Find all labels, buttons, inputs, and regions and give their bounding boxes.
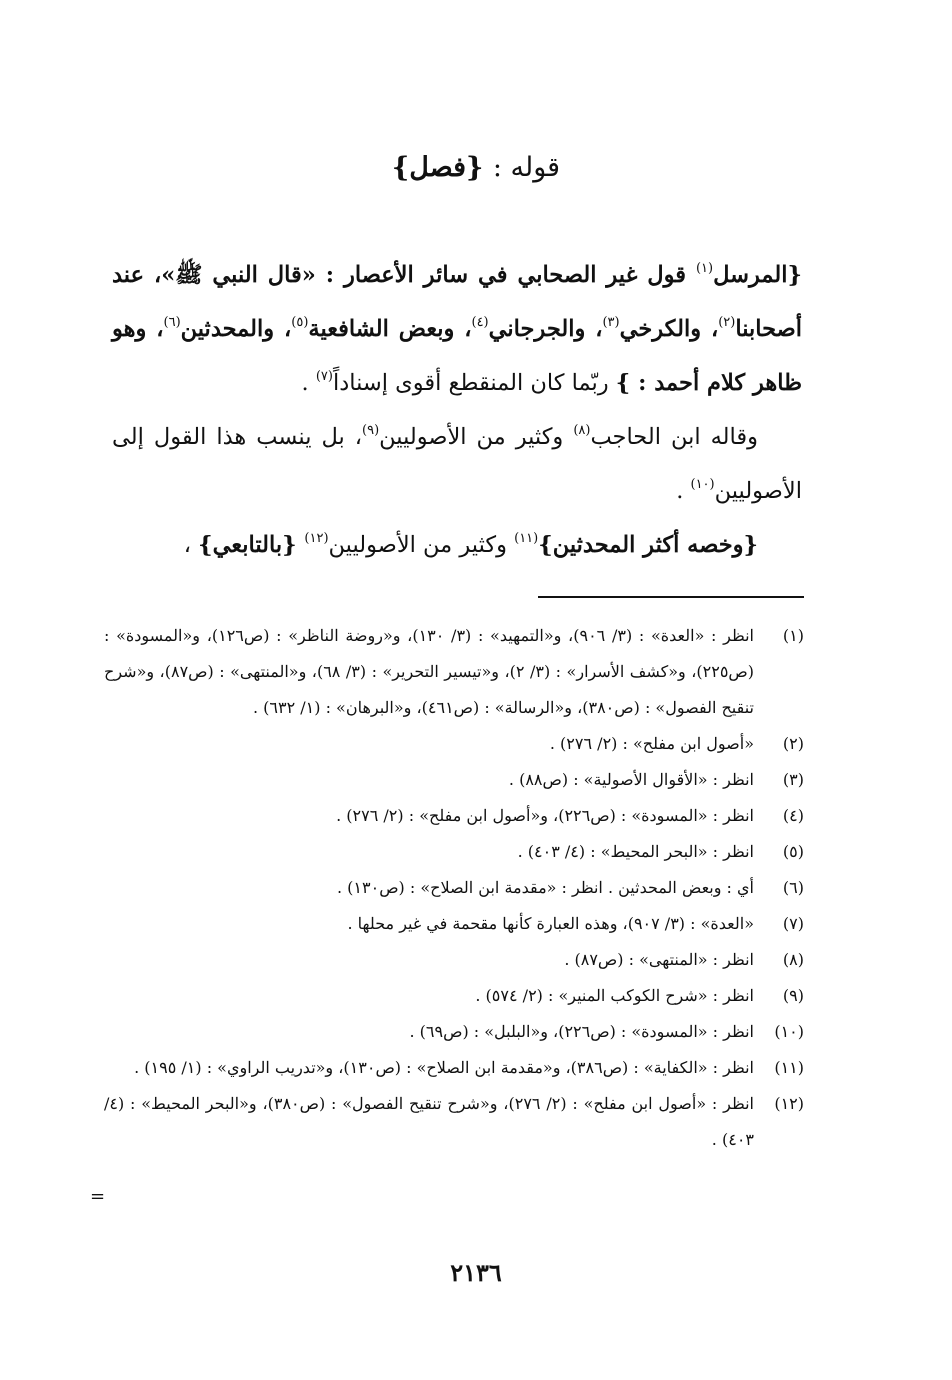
footnote-ref: (٨) — [573, 423, 591, 438]
text-segment: {بالتابعي} — [198, 532, 305, 558]
footnote-text: «أصول ابن مفلح» : (٢/ ٢٧٦) . — [549, 734, 754, 753]
footnote-item — [104, 798, 804, 834]
text-segment: ، وبعض الشافعية — [308, 316, 472, 342]
footnote-item — [104, 978, 804, 1014]
text-segment: ، بل ينسب هذا القول إلى الأصوليين — [112, 424, 802, 504]
footnote-number: (٩) — [782, 986, 804, 1005]
heading-label: قوله : — [492, 152, 561, 183]
footnote-ref: (١٠) — [690, 477, 715, 492]
text-segment: وقاله ابن الحاجب — [590, 424, 758, 450]
footnote-text: انظر : «المسودة» : (ص٢٢٦)، و«البلبل» : (ص٦٩) . — [409, 1022, 754, 1041]
footnote-divider — [538, 596, 804, 598]
footnote-text: انظر : «الأقوال الأصولية» : (ص٨٨) . — [508, 770, 754, 789]
text-segment: ، والكرخي — [619, 316, 719, 342]
footnote-number: (٥) — [782, 842, 804, 861]
footnote-ref: (٧) — [315, 369, 333, 384]
footnote-ref: (١٢) — [304, 531, 329, 546]
footnote-number: (٧) — [782, 914, 804, 933]
footnote-text: انظر : «المسودة» : (ص٢٢٦)، و«أصول ابن مفلح» : (٢/ ٢٧٦) . — [336, 806, 754, 825]
footnote-ref: (٢) — [718, 315, 736, 330]
text-segment: ، وهو ظاهر كلام أحمد : } — [112, 316, 802, 396]
footnote-item — [104, 834, 804, 870]
footnote-item — [104, 618, 804, 726]
text-segment: ، — [183, 532, 199, 558]
paragraph-3 — [112, 518, 802, 572]
footnote-number: (١٢) — [774, 1094, 804, 1113]
footnote-item — [104, 942, 804, 978]
footnotes — [104, 618, 804, 1158]
continuation-mark: = — [90, 1186, 106, 1207]
footnote-text: انظر : «المنتهى» : (ص٨٧) . — [564, 950, 754, 969]
footnote-ref: (٩) — [362, 423, 380, 438]
paragraph-2 — [112, 410, 802, 518]
footnote-ref: (٤) — [471, 315, 489, 330]
footnote-text: انظر : «أصول ابن مفلح» : (٢/ ٢٧٦)، و«شرح تنقيح الفصول» : (ص٣٨٠)، و«البحر المحيط» : (٤/ ٤٠٣) . — [104, 1094, 754, 1149]
footnote-ref: (١) — [695, 261, 714, 276]
footnote-text: انظر : «الكفاية» : (ص٣٨٦)، و«مقدمة ابن الصلاح» : (ص١٣٠)، و«تدريب الراوي» : (١/ ١٩٥) . — [134, 1058, 754, 1077]
heading-title: {فصل} — [391, 152, 484, 183]
footnote-text: انظر : «شرح الكوكب المنير» : (٢/ ٥٧٤) . — [475, 986, 754, 1005]
footnote-number: (٢) — [782, 734, 804, 753]
footnote-number: (٨) — [782, 950, 804, 969]
text-segment: وكثير من الأصوليين — [328, 532, 515, 558]
footnote-item — [104, 906, 804, 942]
footnote-text: «العدة» : (٣/ ٩٠٧)، وهذه العبارة كأنها مقحمة في غير محلها . — [347, 914, 754, 933]
footnote-number: (٣) — [782, 770, 804, 789]
footnote-item — [104, 870, 804, 906]
main-text — [112, 248, 802, 572]
footnote-number: (٦) — [782, 878, 804, 897]
footnote-ref: (١١) — [514, 531, 539, 546]
footnote-number: (١١) — [774, 1058, 804, 1077]
footnote-item — [104, 726, 804, 762]
footnote-text: انظر : «العدة» : (٣/ ٩٠٦)، و«التمهيد» : (٣/ ١٣٠)، و«روضة الناظر» : (ص١٢٦)، و«المسودة» : (ص٢٢٥)، و«كشف الأسرار» : (٣/ ٢)، و«تيسير التحرير» : (٣/ ٦٨)، و«المنتهى» : (ص٨٧)، و«شرح تنقيح الفصول» : (ص٣٨٠)، و«الرسالة» : (ص٤٦١)، و«البرهان» : (١/ ٦٣٢) . — [104, 626, 755, 717]
footnote-item — [104, 1086, 804, 1158]
footnote-item — [104, 1050, 804, 1086]
footnote-ref: (٦) — [163, 315, 181, 330]
text-segment: قول غير الصحابي في سائر الأعصار : «قال النبي ﷺ»، عند أصحابنا — [112, 262, 802, 342]
text-segment: ، والجرجاني — [488, 316, 603, 342]
footnote-number: (٤) — [782, 806, 804, 825]
text-segment: . — [301, 370, 316, 396]
text-segment: . — [676, 478, 691, 504]
text-segment: ، والمحدثين — [180, 316, 292, 342]
section-heading — [0, 152, 952, 183]
footnote-ref: (٥) — [291, 315, 309, 330]
text-segment: {وخصه أكثر المحدثين} — [538, 532, 758, 558]
page-number: ٢١٣٦ — [450, 1258, 502, 1287]
footnote-ref: (٣) — [602, 315, 620, 330]
footnote-number: (١) — [782, 626, 804, 645]
footnote-number: (١٠) — [774, 1022, 804, 1041]
text-segment: ربّما كان المنقطع أقوى إسناداً — [332, 370, 616, 396]
footnote-text: أي : وبعض المحدثين . انظر : «مقدمة ابن الصلاح» : (ص١٣٠) . — [336, 878, 754, 897]
text-segment: وكثير من الأصوليين — [379, 424, 574, 450]
text-segment: {المرسل — [713, 262, 802, 288]
footnote-item — [104, 762, 804, 798]
paragraph-1 — [112, 248, 802, 410]
footnote-text: انظر : «البحر المحيط» : (٤/ ٤٠٣) . — [517, 842, 754, 861]
footnote-item — [104, 1014, 804, 1050]
